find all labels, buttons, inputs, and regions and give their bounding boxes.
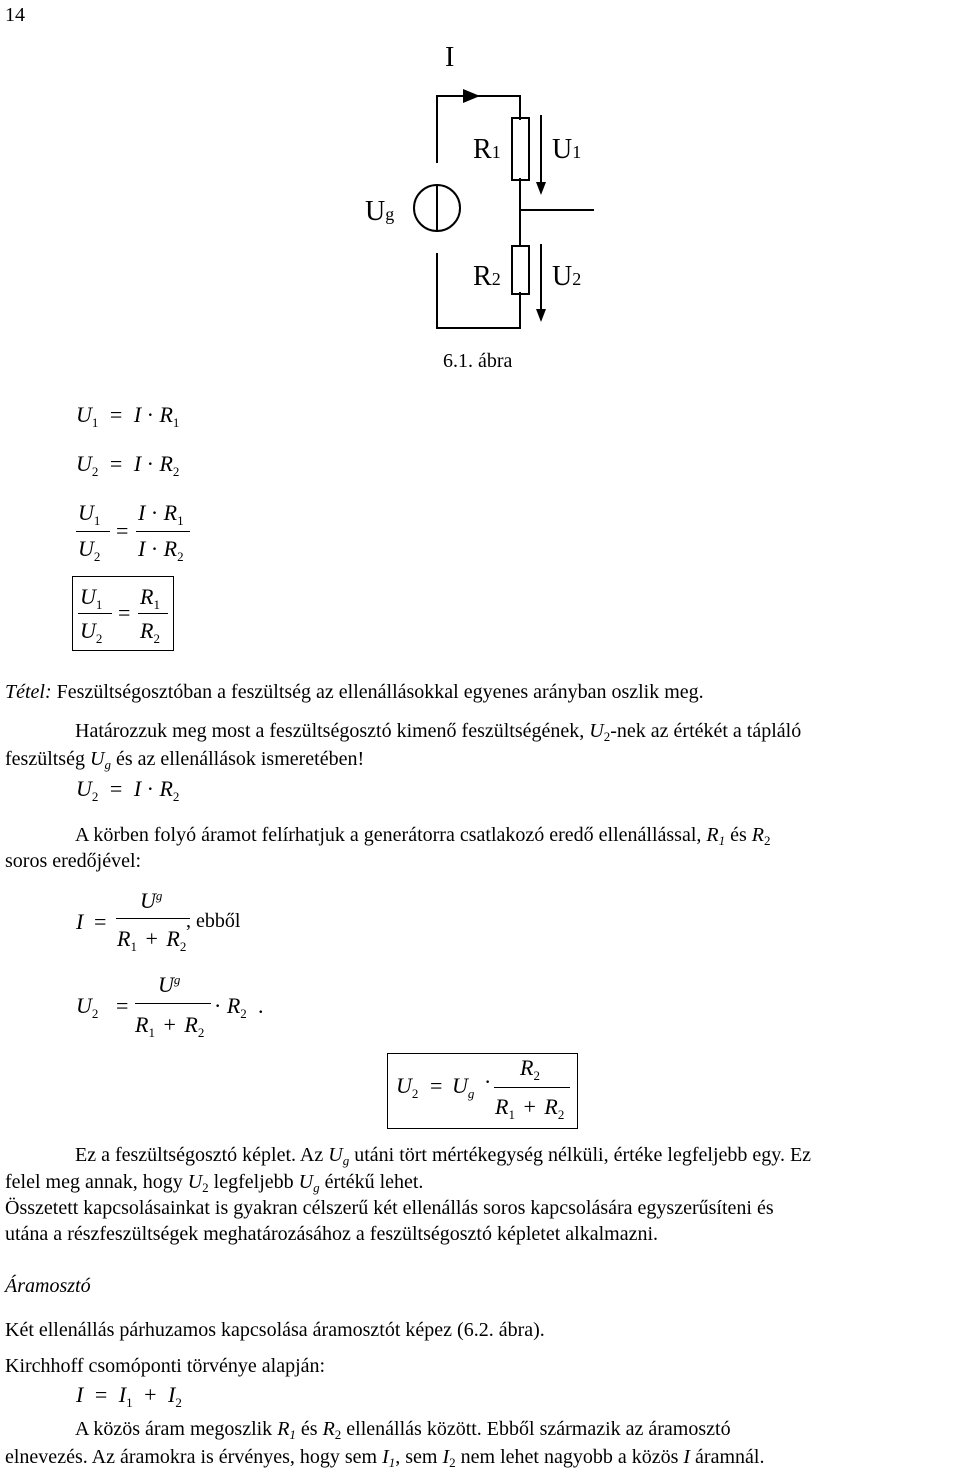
- paragraph-7-line-1: A közös áram megoszlik $R_1$ és $R_2$ ellenállás között. Ebből származik az áramosztó: [75, 1418, 731, 1442]
- paragraph-4-line-2: utána a részfeszültségek meghatározásához a feszültségosztó képletet alkalmazni.: [5, 1223, 659, 1245]
- paragraph-7-line-2: elnevezés. Az áramokra is érvényes, hogy sem $I_1$, sem $I_2$ nem lehet nagyobb a közös I áramnál.: [5, 1446, 765, 1470]
- paragraph-5: Két ellenállás párhuzamos kapcsolása áramosztót képez (6.2. ábra).: [5, 1319, 545, 1341]
- formula-u2-repeat: $U_2 = I \cdot R_2$: [76, 776, 180, 804]
- figure-caption: 6.1. ábra: [443, 350, 513, 372]
- formula-u2: $U_2 = I \cdot R_2$: [76, 451, 180, 479]
- paragraph-1-line-1: Határozzuk meg most a feszültségosztó kimenő feszültségének, $U_2$-nek az értékét a tápláló: [75, 720, 802, 744]
- resistor-r1: [512, 118, 529, 180]
- u1-label: U1: [552, 134, 582, 165]
- theorem-statement: Tétel: Feszültségosztóban a feszültség az ellenállásokkal egyenes arányban oszlik meg.: [5, 681, 704, 703]
- ug-label: Ug: [365, 196, 395, 227]
- r1-label: R1: [473, 134, 501, 165]
- formula-u1: $U_1 = I \cdot R_1$: [76, 402, 180, 430]
- u2-label: U2: [552, 261, 582, 292]
- paragraph-2-line-1: A körben folyó áramot felírhatjuk a generátorra csatlakozó eredő ellenállással, $R_1$ és $R_2$: [75, 824, 771, 848]
- current-label: I: [445, 42, 455, 73]
- voltage-divider-circuit: [0, 0, 960, 400]
- formula-kirchhoff: $I = I_1 + I_2$: [76, 1382, 182, 1410]
- paragraph-3-line-2: felel meg annak, hogy $U_2$ legfeljebb $U_g$ értékű lehet.: [5, 1171, 424, 1195]
- current-arrow-head: [463, 89, 480, 103]
- paragraph-6: Kirchhoff csomóponti törvénye alapján:: [5, 1355, 326, 1377]
- paragraph-3-line-1: Ez a feszültségosztó képlet. Az $U_g$ utáni tört mértékegység nélküli, értéke legfeljebb egy. Ez: [75, 1144, 812, 1168]
- r2-label: R2: [473, 261, 501, 292]
- paragraph-2-line-2: soros eredőjével:: [5, 850, 142, 872]
- page-number: 14: [5, 4, 25, 26]
- u2-arrow-head: [536, 309, 546, 322]
- resistor-r2: [512, 246, 529, 294]
- u1-arrow-head: [536, 182, 546, 195]
- section-heading-aramoszto: Áramosztó: [5, 1275, 91, 1297]
- paragraph-4-line-1: Összetett kapcsolásainkat is gyakran célszerű két ellenállás soros kapcsolására egyszerűsíteni és: [5, 1197, 774, 1219]
- paragraph-1-line-2: feszültség $U_g$ és az ellenállások ismeretében!: [5, 748, 365, 772]
